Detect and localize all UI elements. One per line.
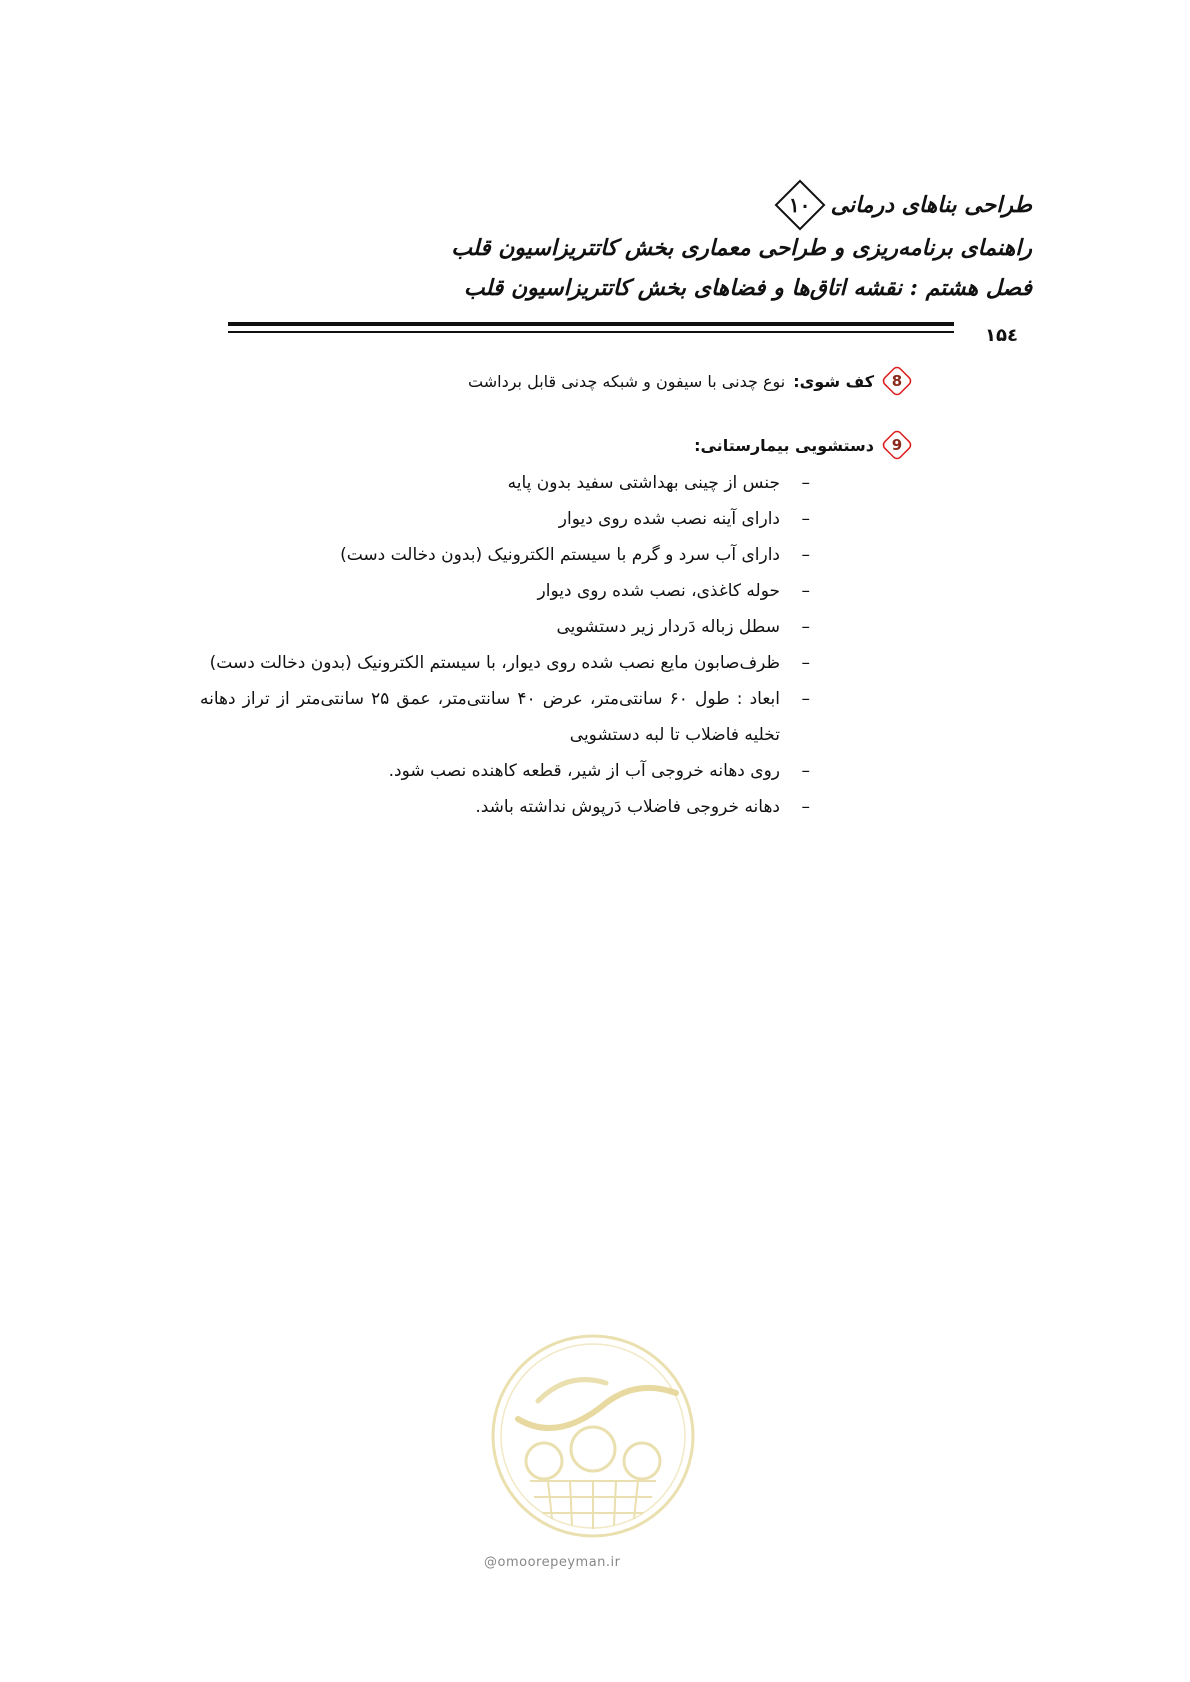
list-item: – جنس از چینی بهداشتی سفید بدون پایه [200, 465, 810, 501]
list-item: – ابعاد : طول ۶۰ سانتی‌متر، عرض ۴۰ سانتی‌متر، عمق ۲۵ سانتی‌متر از تراز دهانه تخلیه فاضلاب تا لبه دستشویی [200, 681, 810, 753]
section-9-list [200, 465, 810, 825]
section-9-badge [882, 430, 912, 460]
list-item: – سطل زباله دَردار زیر دستشویی [200, 609, 810, 645]
section-8-text: نوع چدنی با سیفون و شبکه چدنی قابل برداشت [468, 371, 786, 391]
list-item: – دارای آب سرد و گرم با سیستم الکترونیک (بدون دخالت دست) [200, 537, 810, 573]
page-header [232, 182, 1032, 308]
section-9-number: 9 [891, 436, 903, 454]
section-9-label: دستشویی بیمارستانی: [694, 435, 874, 455]
watermark-url: @omoorepeyman.ir [484, 1555, 621, 1570]
header-book-title: طراحی بناهای درمانی [830, 192, 1032, 218]
header-line-3: فصل هشتم : نقشه اتاق‌ها و فضاهای بخش کاتتریزاسیون قلب [463, 275, 1032, 301]
section-8-number: 8 [891, 372, 903, 390]
volume-number: ۱۰ [788, 193, 811, 217]
list-item: – دارای آینه نصب شده روی دیوار [200, 501, 810, 537]
list-item: – حوله کاغذی، نصب شده روی دیوار [200, 573, 810, 609]
header-rule-thin [228, 331, 954, 333]
list-item: – دهانه خروجی فاضلاب دَرپوش نداشته باشد. [200, 789, 810, 825]
section-9 [694, 430, 912, 460]
header-rule-thick [228, 322, 954, 326]
watermark-logo [488, 1331, 698, 1541]
section-8-badge [882, 366, 912, 396]
header-line-2: راهنمای برنامه‌ریزی و طراحی معماری بخش کاتتریزاسیون قلب [451, 235, 1032, 261]
header-line-1 [232, 182, 1032, 228]
list-item: – روی دهانه خروجی آب از شیر، قطعه کاهنده نصب شود. [200, 753, 810, 789]
list-item: – ظرف‌صابون مایع نصب شده روی دیوار، با سیستم الکترونیک (بدون دخالت دست) [200, 645, 810, 681]
page-number: ۱۵٤ [985, 325, 1018, 346]
section-8-label: کف شوی: [793, 371, 874, 391]
volume-badge [777, 182, 823, 228]
section-8 [468, 366, 912, 396]
